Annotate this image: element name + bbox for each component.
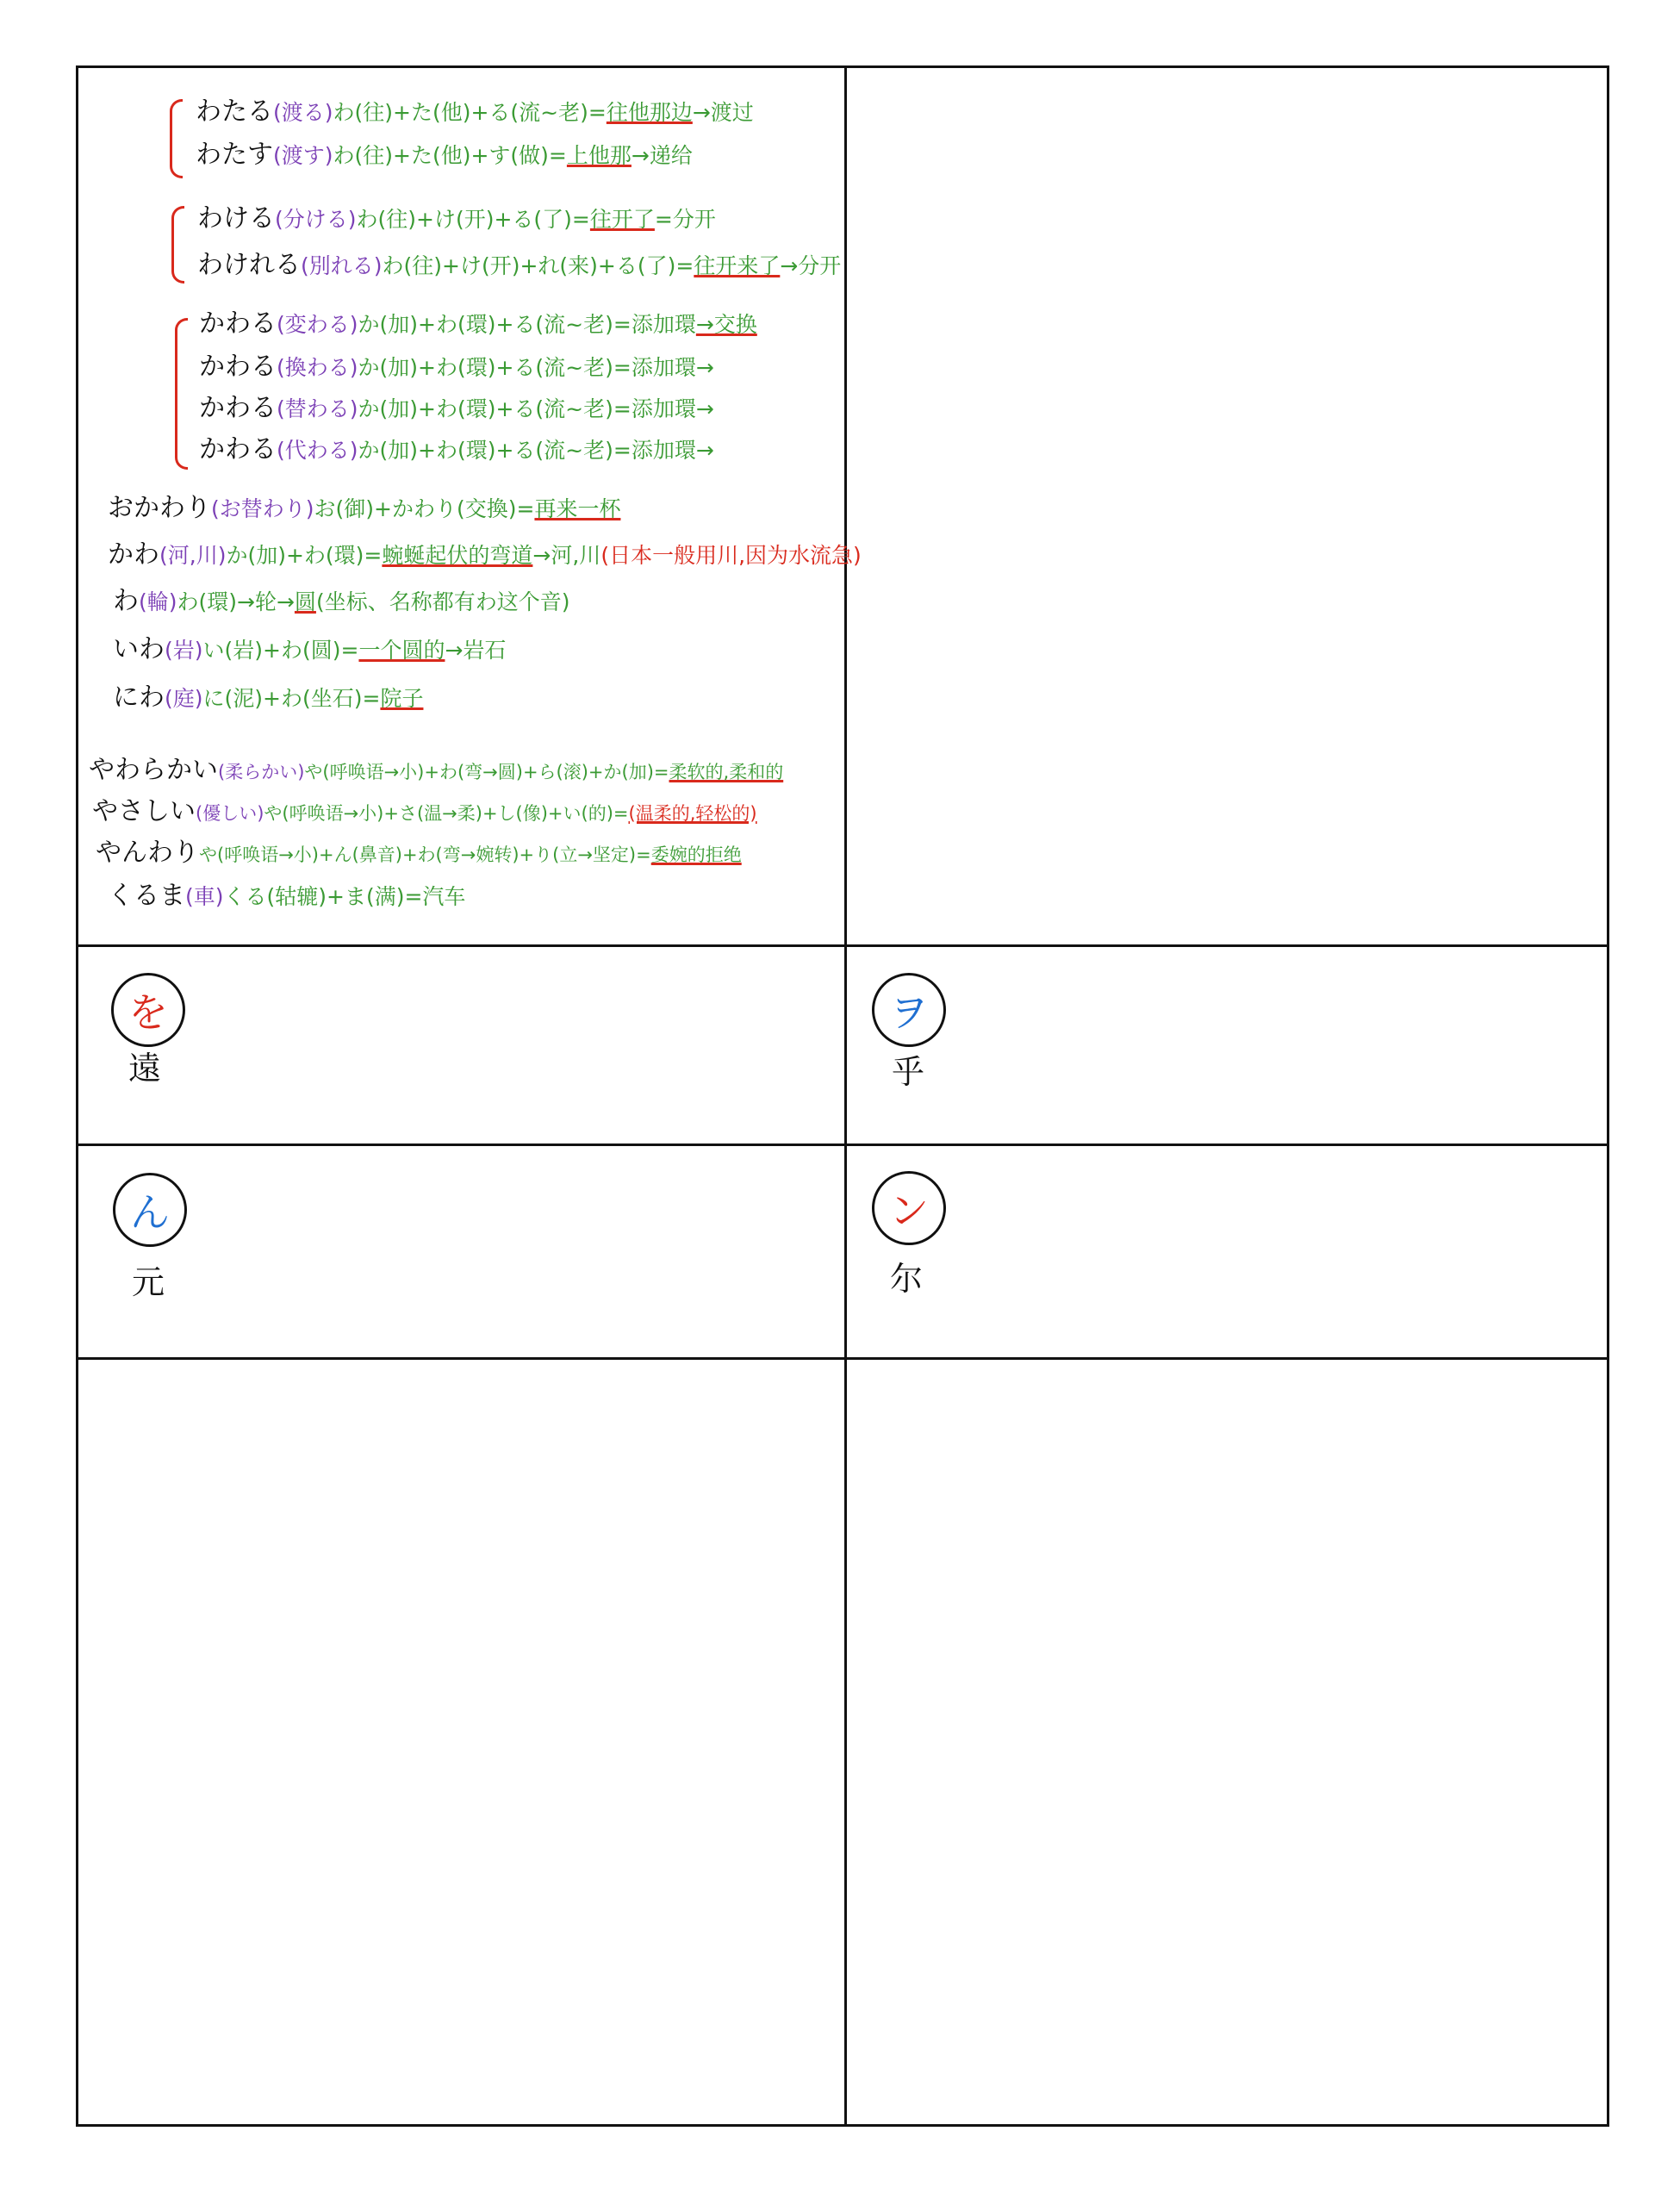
note-line: わ(輪)わ(環)→轮→圆(坐标、名称都有わ这个音) <box>113 586 570 616</box>
note-line: にわ(庭)に(泥)+わ(坐石)=院子 <box>113 682 424 713</box>
kana-circle <box>113 1173 187 1247</box>
note-line: いわ(岩)い(岩)+わ(圆)=一个圆的→岩石 <box>113 634 507 664</box>
note-line: くるま(車)くる(轱辘)+ま(满)=汽车 <box>108 881 466 911</box>
kana-character: ん <box>130 1189 170 1236</box>
note-line: やわらかい(柔らかい)や(呼唤语→小)+わ(弯→圆)+ら(滚)+か(加)=柔软的,柔和的 <box>89 755 784 785</box>
note-line: かわる(変わる)か(加)+わ(環)+る(流~老)=添加環→交换 <box>199 308 757 339</box>
kana-character: ヲ <box>889 989 929 1036</box>
brace-group-2 <box>171 206 184 284</box>
kana-character: ン <box>889 1187 929 1234</box>
empty-cell-right <box>847 1360 1607 2124</box>
row-divider-2 <box>78 1144 1607 1146</box>
empty-cell-left <box>78 1360 844 2124</box>
note-line: かわる(換わる)か(加)+わ(環)+る(流~老)=添加環→ <box>199 352 714 382</box>
kana-circle <box>872 1171 946 1245</box>
note-line: わたる(渡る)わ(往)+た(他)+る(流~老)=往他那边→渡过 <box>196 97 754 127</box>
brace-group-3 <box>175 318 188 470</box>
worksheet-grid <box>76 65 1609 2127</box>
empty-notes-cell <box>847 68 1607 944</box>
note-line: やんわりや(呼唤语→小)+ん(鼻音)+わ(弯→婉转)+り(立→坚定)=委婉的拒绝 <box>96 838 742 868</box>
note-line: わたす(渡す)わ(往)+た(他)+す(做)=上他那→递给 <box>196 140 693 170</box>
note-line: やさしい(優しい)や(呼唤语→小)+さ(温→柔)+し(像)+い(的)=(温柔的,轻松的) <box>92 796 757 826</box>
note-line: かわる(替わる)か(加)+わ(環)+る(流~老)=添加環→ <box>199 393 714 423</box>
note-line: おかわり(お替わり)お(御)+かわり(交換)=再来一杯 <box>108 493 621 523</box>
note-line: わける(分ける)わ(往)+け(开)+る(了)=往开了=分开 <box>197 203 716 234</box>
note-line: かわ(河,川)か(加)+わ(環)=蜿蜒起伏的弯道→河,川(日本一般用川,因为水流急) <box>108 539 862 570</box>
notes-cell <box>78 68 862 947</box>
kana-circle <box>872 973 946 1047</box>
note-line: わけれる(別れる)わ(往)+け(开)+れ(来)+る(了)=往开来了→分开 <box>197 250 842 280</box>
kana-origin: 元 <box>132 1263 165 1301</box>
kana-circle <box>111 973 185 1047</box>
brace-group-1 <box>170 99 183 178</box>
kana-origin: 遠 <box>128 1050 162 1087</box>
kana-origin: 乎 <box>892 1053 925 1091</box>
note-line: かわる(代わる)か(加)+わ(環)+る(流~老)=添加環→ <box>199 434 714 464</box>
kana-character: を <box>128 989 168 1036</box>
kana-origin: 尔 <box>890 1260 924 1298</box>
